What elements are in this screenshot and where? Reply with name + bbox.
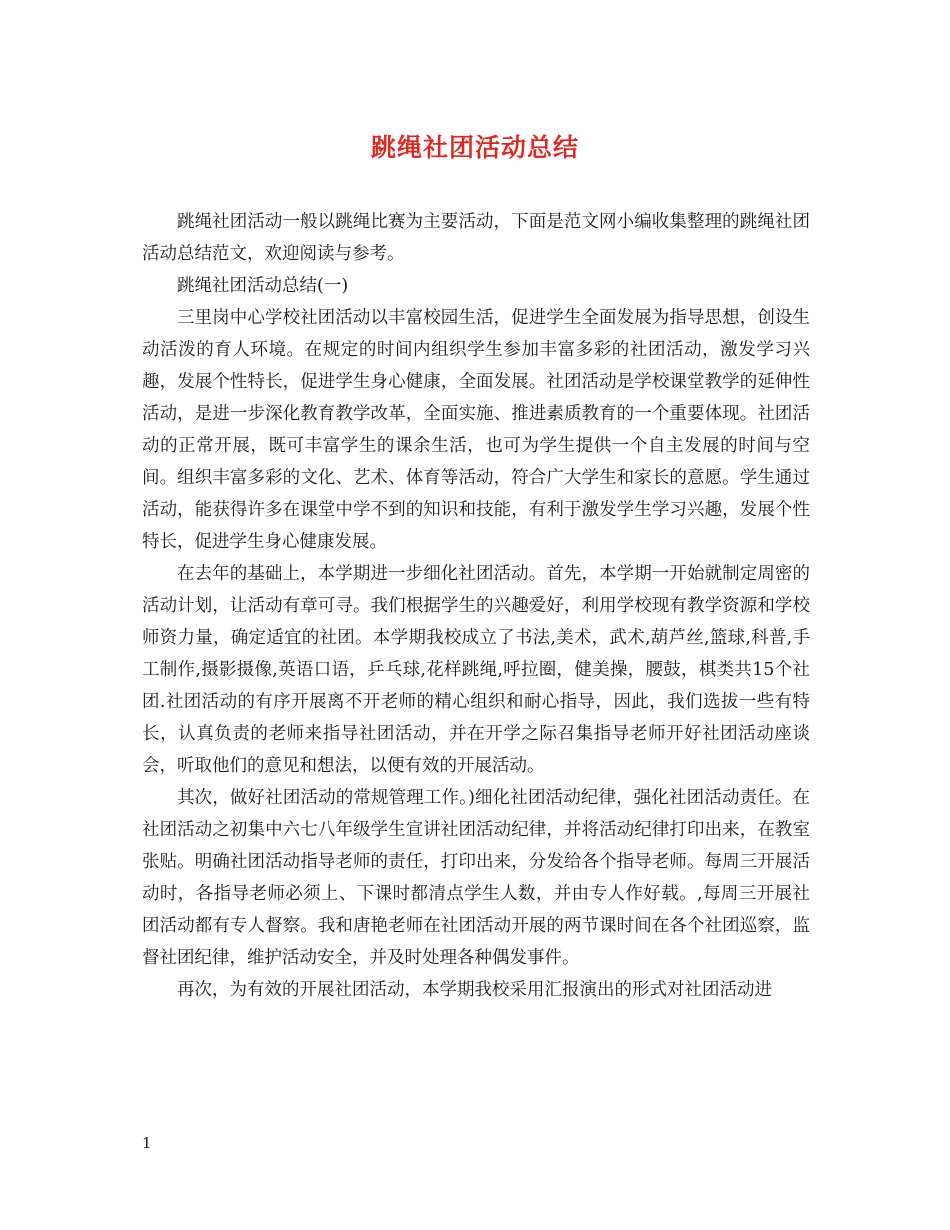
body-paragraph: 三里岗中心学校社团活动以丰富校园生活，促进学生全面发展为指导思想，创设生动活泼的育人环境。在规定的时间内组织学生参加丰富多彩的社团活动，激发学习兴趣，发展个性特长，促进学生身心健康，全面发展。社团活动是学校课堂教学的延伸性活动，是进一步深化教育教学改革，全面实施、推进素质教育的一个重要体现。社团活动的正常开展，既可丰富学生的课余生活，也可为学生提供一个自主发展的时间与空间。组织丰富多彩的文化、艺术、体育等活动，符合广大学生和家长的意愿。学生通过活动，能获得许多在课堂中学不到的知识和技能，有利于激发学生学习兴趣，发展个性特长，促进学生身心健康发展。 (142, 308, 810, 552)
page-number: 1 (142, 1134, 152, 1152)
body-paragraph: 在去年的基础上，本学期进一步细化社团活动。首先，本学期一开始就制定周密的活动计划，让活动有章可寻。我们根据学生的兴趣爱好，利用学校现有教学资源和学校师资力量，确定适宜的社团。本学期我校成立了书法,美术，武术,葫芦丝,篮球,科普,手工制作,摄影摄像,英语口语，乒乓球,花样跳绳,呼拉圈，健美操，腰鼓，棋类共15个社团.社团活动的有序开展离不开老师的精心组织和耐心指导，因此，我们选拔一些有特长，认真负责的老师来指导社团活动，并在开学之际召集指导老师开好社团活动座谈会，听取他们的意见和想法，以便有效的开展活动。 (142, 564, 810, 776)
document-body (142, 206, 810, 1006)
body-paragraph: 其次，做好社团活动的常规管理工作。)细化社团活动纪律，强化社团活动责任。在社团活动之初集中六七八年级学生宣讲社团活动纪律，并将活动纪律打印出来，在教室张贴。明确社团活动指导老师的责任，打印出来，分发给各个指导老师。每周三开展活动时，各指导老师必须上、下课时都清点学生人数，并由专人作好载。,每周三开展社团活动都有专人督察。我和唐艳老师在社团活动开展的两节课时间在各个社团巡察，监督社团纪律，维护活动安全，并及时处理各种偶发事件。 (142, 788, 810, 968)
section-heading: 跳绳社团活动总结(一) (177, 276, 349, 296)
intro-paragraph: 跳绳社团活动一般以跳绳比赛为主要活动，下面是范文网小编收集整理的跳绳社团活动总结范文，欢迎阅读与参考。 (142, 212, 810, 264)
document-title: 跳绳社团活动总结 (370, 133, 579, 162)
body-paragraph: 再次，为有效的开展社团活动，本学期我校采用汇报演出的形式对社团活动进 (177, 980, 772, 1000)
